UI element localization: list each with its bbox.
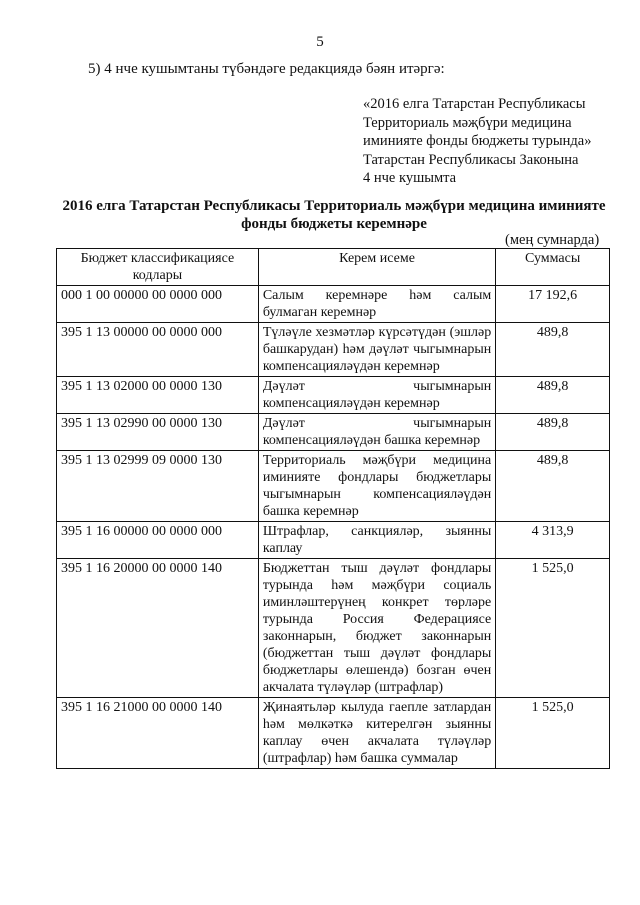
table-row: [57, 377, 610, 414]
header-sum: Суммасы: [496, 249, 610, 286]
appendix-line: «2016 елга Татарстан Республикасы: [363, 96, 586, 112]
cell-sum: 1 525,0: [496, 698, 610, 769]
cell-name: Түләүле хезмәтләр күрсәтүдән (эшләр башкарудан) һәм дәүләт чыгымнарын компенсацияләүдән керемнәр: [258, 323, 495, 377]
cell-code: 395 1 16 00000 00 0000 000: [57, 522, 259, 559]
cell-code: 395 1 16 20000 00 0000 140: [57, 559, 259, 698]
cell-sum: 489,8: [496, 414, 610, 451]
title-line: 2016 елга Татарстан Республикасы Территориаль мәҗбүри медицина иминияте: [62, 198, 606, 214]
cell-sum: 17 192,6: [496, 286, 610, 323]
cell-name: Җинаятьләр кылуда гаепле затлардан һәм мөлкәткә китерелгән зыянны каплау өчен акчалата түләүләр (штрафлар) һәм башка суммалар: [258, 698, 495, 769]
cell-code: 395 1 13 00000 00 0000 000: [57, 323, 259, 377]
appendix-reference: [363, 95, 633, 188]
cell-code: 395 1 13 02000 00 0000 130: [57, 377, 259, 414]
title-line: фонды бюджеты керемнәре: [241, 216, 427, 232]
table-row: [57, 286, 610, 323]
cell-sum: 4 313,9: [496, 522, 610, 559]
cell-code: 395 1 16 21000 00 0000 140: [57, 698, 259, 769]
cell-code: 000 1 00 00000 00 0000 000: [57, 286, 259, 323]
unit-label: (мең сумнарда): [505, 232, 600, 248]
table-row: [57, 451, 610, 522]
cell-name: Территориаль мәҗбүри медицина иминияте фондлары бюджетлары чыгымнарын компенсацияләүдән башка керемнәр: [258, 451, 495, 522]
cell-name: Штрафлар, санкцияләр, зыянны каплау: [258, 522, 495, 559]
table-row: [57, 522, 610, 559]
revenue-table: [56, 248, 610, 769]
cell-sum: 489,8: [496, 323, 610, 377]
cell-sum: 1 525,0: [496, 559, 610, 698]
table-header-row: [57, 249, 610, 286]
appendix-line: Татарстан Республикасы Законына: [363, 151, 579, 168]
cell-name: Дәүләт чыгымнарын компенсацияләүдән керемнәр: [258, 377, 495, 414]
table-row: [57, 559, 610, 698]
table-row: [57, 323, 610, 377]
document-title: [34, 197, 634, 233]
page-number: 5: [316, 34, 324, 50]
header-name: Керем исеме: [258, 249, 495, 286]
appendix-line: Территориаль мәҗбүри медицина: [363, 114, 572, 131]
header-code: Бюджет классификациясе кодлары: [57, 249, 259, 286]
appendix-line: 4 нче кушымта: [363, 170, 457, 186]
cell-sum: 489,8: [496, 451, 610, 522]
table-row: [57, 414, 610, 451]
cell-name: Бюджеттан тыш дәүләт фондлары турында һәм мәҗбүри социаль иминләштерүнең конкрет төрләре турында Россия Федерациясе законнарын, бюджет законнарын (бюджеттан тыш дәүләт фондлары бюджетлары өлешендә) бозган өчен акчалата түләүләр (штрафлар): [258, 559, 495, 698]
cell-code: 395 1 13 02999 09 0000 130: [57, 451, 259, 522]
table-row: [57, 698, 610, 769]
cell-name: Салым керемнәре һәм салым булмаган керемнәр: [258, 286, 495, 323]
cell-sum: 489,8: [496, 377, 610, 414]
appendix-line: иминияте фонды бюджеты турында»: [363, 133, 592, 149]
cell-code: 395 1 13 02990 00 0000 130: [57, 414, 259, 451]
intro-text: 5) 4 нче кушымтаны түбәндәге редакциядә бәян итәргә:: [88, 61, 445, 77]
cell-name: Дәүләт чыгымнарын компенсацияләүдән башка керемнәр: [258, 414, 495, 451]
